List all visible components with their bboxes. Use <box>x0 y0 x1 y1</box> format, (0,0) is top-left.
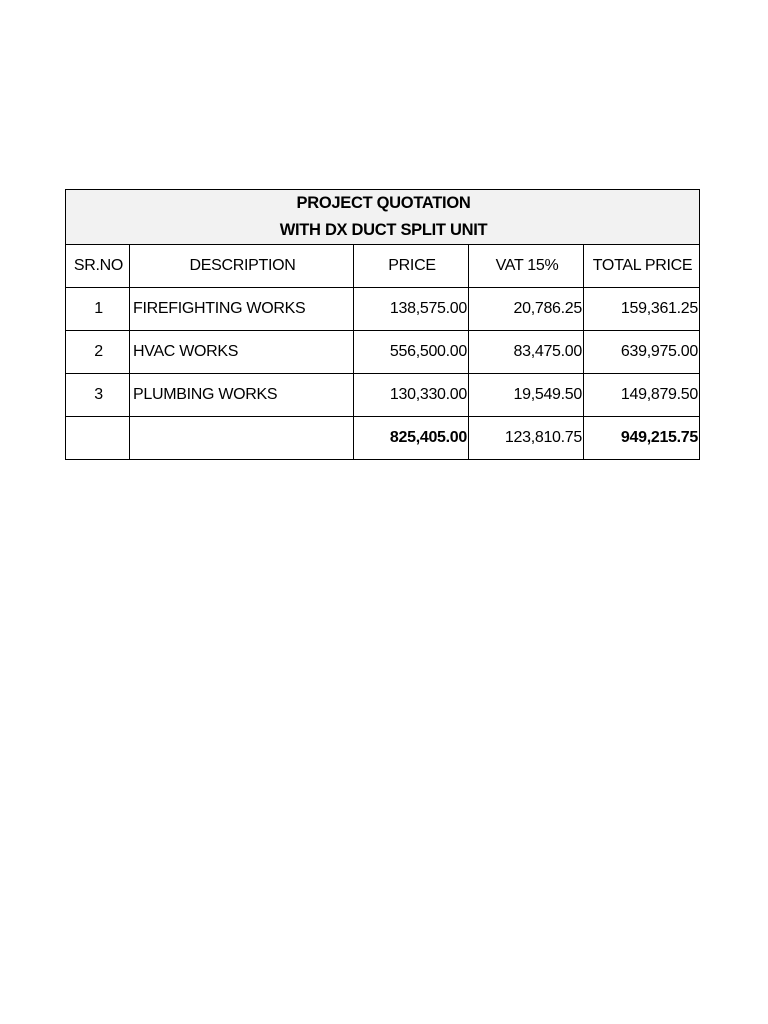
title-row <box>66 190 700 245</box>
cell-sr-no: 3 <box>66 374 130 417</box>
table-row <box>66 331 700 374</box>
cell-price: 556,500.00 <box>354 331 469 374</box>
total-vat-sum: 123,810.75 <box>469 417 584 460</box>
cell-total-price: 149,879.50 <box>584 374 700 417</box>
cell-sr-no: 2 <box>66 331 130 374</box>
title-line-2: WITH DX DUCT SPLIT UNIT <box>279 221 488 239</box>
cell-price: 138,575.00 <box>354 288 469 331</box>
table-title <box>66 190 700 245</box>
cell-empty-sr-no <box>66 417 130 460</box>
totals-row <box>66 417 700 460</box>
header-description: DESCRIPTION <box>130 245 354 288</box>
total-price-sum: 825,405.00 <box>354 417 469 460</box>
header-price: PRICE <box>354 245 469 288</box>
title-line-1: PROJECT QUOTATION <box>296 194 471 212</box>
cell-vat: 19,549.50 <box>469 374 584 417</box>
cell-total-price: 159,361.25 <box>584 288 700 331</box>
cell-total-price: 639,975.00 <box>584 331 700 374</box>
cell-price: 130,330.00 <box>354 374 469 417</box>
header-sr-no: SR.NO <box>66 245 130 288</box>
header-vat: VAT 15% <box>469 245 584 288</box>
cell-description: FIREFIGHTING WORKS <box>130 288 354 331</box>
table-row <box>66 374 700 417</box>
cell-description: HVAC WORKS <box>130 331 354 374</box>
cell-empty-description <box>130 417 354 460</box>
cell-vat: 20,786.25 <box>469 288 584 331</box>
cell-sr-no: 1 <box>66 288 130 331</box>
grand-total: 949,215.75 <box>584 417 700 460</box>
header-total-price: TOTAL PRICE <box>584 245 700 288</box>
header-row <box>66 245 700 288</box>
quotation-table <box>65 189 700 460</box>
cell-description: PLUMBING WORKS <box>130 374 354 417</box>
table-row <box>66 288 700 331</box>
cell-vat: 83,475.00 <box>469 331 584 374</box>
